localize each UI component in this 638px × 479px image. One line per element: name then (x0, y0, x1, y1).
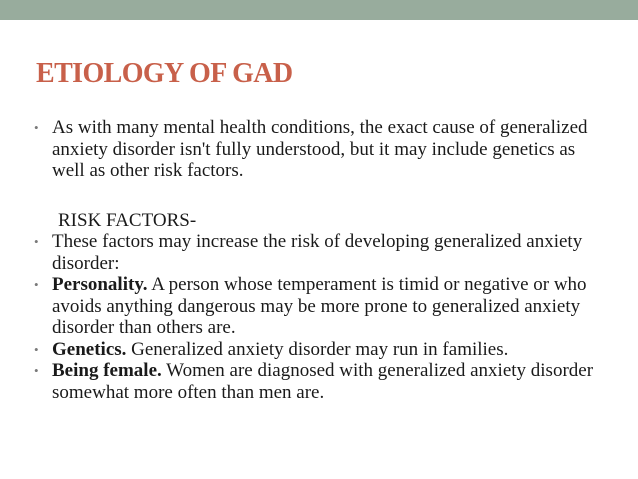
bullet-factor-being-female (34, 360, 609, 403)
factor-term: Genetics. (52, 338, 127, 360)
bullet-dot-icon: • (34, 363, 39, 378)
risk-factors-heading: RISK FACTORS- (58, 209, 197, 231)
bullet-dot-icon: • (34, 120, 39, 135)
factor-term: Personality. (52, 274, 148, 295)
factor-term: Being female. (52, 360, 162, 381)
factor-description: Women are diagnosed with generalized anxiety disorder somewhat more often than men are. (52, 360, 594, 403)
bullet-factor-personality (34, 274, 609, 339)
bullet-factor-genetics (34, 339, 609, 361)
bullet-dot-icon: • (34, 277, 39, 292)
bullet-dot-icon: • (34, 234, 39, 249)
top-accent-bar (0, 0, 638, 20)
bullet-intro-text: As with many mental health conditions, the exact cause of generalized anxiety disorder isn't fully understood, but it may include genetics as well as other risk factors. (52, 117, 588, 181)
slide-body (34, 117, 609, 403)
bullet-risk-intro (34, 231, 609, 274)
spacer (34, 182, 609, 210)
bullet-intro (34, 117, 609, 182)
bullet-dot-icon: • (34, 341, 39, 357)
bullet-risk-intro-text: These factors may increase the risk of developing generalized anxiety disorder: (52, 231, 583, 274)
factor-description: A person whose temperament is timid or negative or who avoids anything dangerous may be more prone to generalized anxiety disorder than others are. (52, 274, 587, 338)
slide-title: ETIOLOGY OF GAD (36, 58, 293, 89)
factor-description: Generalized anxiety disorder may run in families. (126, 338, 509, 360)
